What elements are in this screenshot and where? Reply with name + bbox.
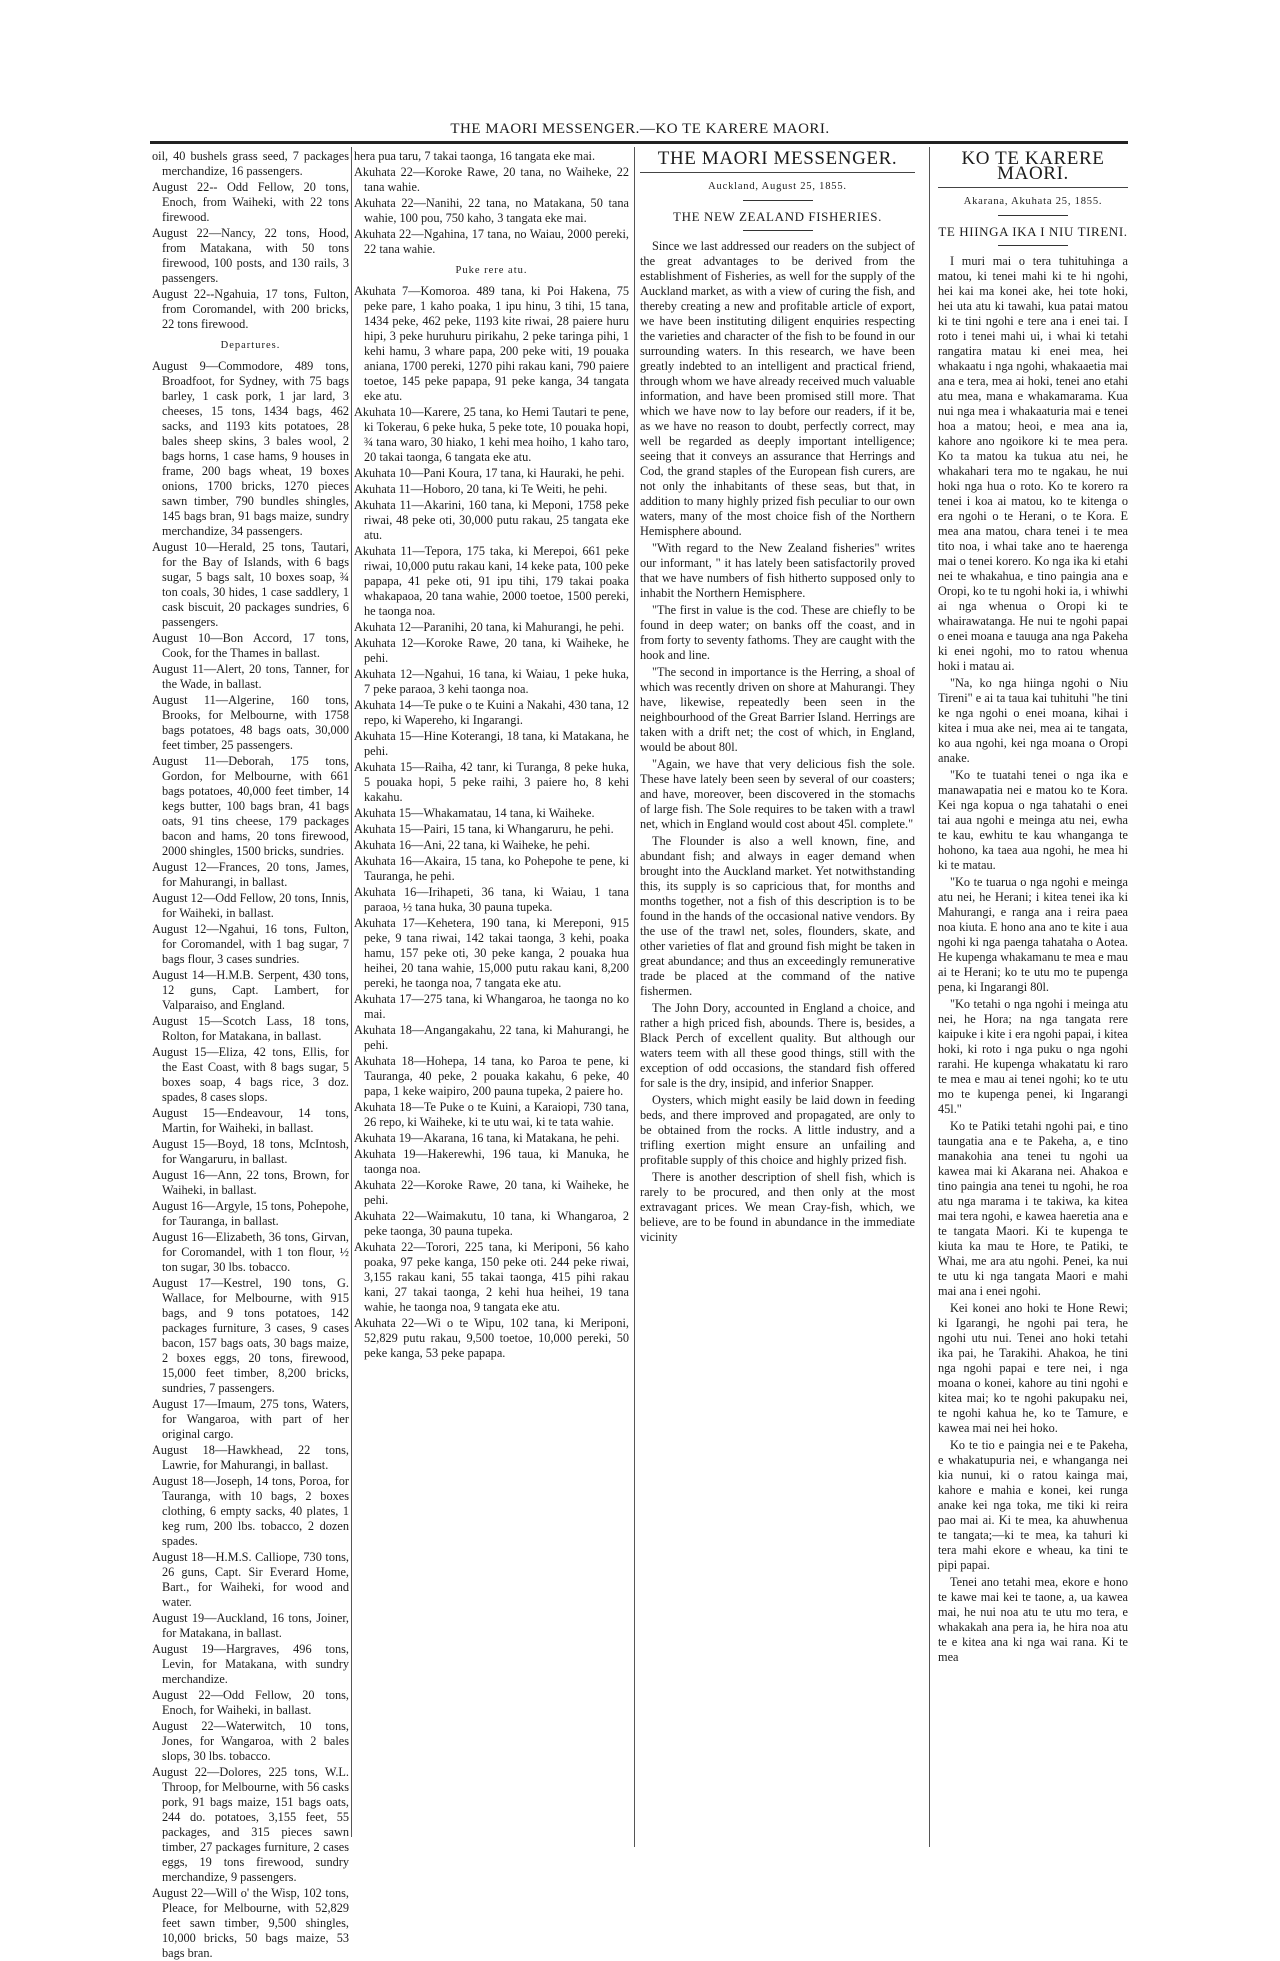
departures-heading: Departures. bbox=[220, 340, 281, 351]
shipping-entry: August 15—Scotch Lass, 18 tons, Rolton, for Matakana, in ballast. bbox=[152, 1014, 349, 1043]
article-paragraph: "Again, we have that very delicious fish the sole. These have lately been seen by several of our coasters; and have, moreover, been discovered in the stomachs of large fish. The Sole requires to be taken with a trawl net, which in England would cost about 45l. complete." bbox=[640, 757, 915, 831]
shipping-entry: Akuhata 16—Irihapeti, 36 tana, ki Waiau, 1 tana paraoa, ½ tana huka, 30 pauna tupeka. bbox=[354, 885, 629, 914]
shipping-entry: Akuhata 22—Torori, 225 tana, ki Meriponi, 56 kaho poaka, 97 peke kanga, 150 peke oti. 244 peke riwai, 3,155 rakau kani, 55 takai taonga, 415 pihi rakau kani, 27 takai taonga, 2 kehi hua heihei, 19 tana wahie, he taonga noa, 9 tangata eke atu. bbox=[354, 1240, 629, 1314]
article-paragraph: The John Dory, accounted in England a choice, and rather a high priced fish, abounds. There is, besides, a Black Perch of excellent quality. But although our waters teem with all these good things, still with the exception of odd occasions, the standard fish offered for sale is the dry, insipid, and inferior Snapper. bbox=[640, 1001, 915, 1090]
shipping-entry: Akuhata 22—Ngahina, 17 tana, no Waiau, 2000 pereki, 22 tana wahie. bbox=[354, 227, 629, 256]
column-divider-2 bbox=[634, 147, 635, 1847]
article-paragraph: The Flounder is also a well known, fine, and abundant fish; and always in eager demand when brought into the Auckland market. Yet notwithstanding this, its supply is so capricious that, for months and months together, not a fish of this description is to be found in the hands of the occasional native vendors. By the use of the trawl net, soles, flounders, skate, and other varieties of flat and ground fish might be taken in great abundance; and thus an exceedingly remunerative trade be placed at the command of the native fishermen. bbox=[640, 834, 915, 998]
shipping-entry: Akuhata 17—275 tana, ki Whangaroa, he taonga no ko mai. bbox=[354, 992, 629, 1021]
shipping-entry: Akuhata 19—Hakerewhi, 196 taua, ki Manuka, he taonga noa. bbox=[354, 1147, 629, 1176]
column-divider-1 bbox=[351, 147, 352, 1837]
shipping-entry: August 9—Commodore, 489 tons, Broadfoot, for Sydney, with 75 bags barley, 1 cask pork, 1 jar lard, 3 cheeses, 15 tons, 1434 bags, 462 sacks, and 1193 kits potatoes, 28 bales sheep skins, 3 bales wool, 2 bags horns, 1 case hams, 9 houses in frame, 200 bags wheat, 19 boxes onions, 1700 bricks, 1270 pieces sawn timber, 790 bundles shingles, 145 bags bran, 91 bags maize, sundry merchandize, 34 passengers. bbox=[152, 359, 349, 538]
article-paragraph: "Na, ko nga hiinga ngohi o Niu Tireni" e ai ta taua kai tuhituhi "he tini ke nga ngohi o enei moana, kihai i kitea i mua ake nei, mea ai te tangata, ko aua ngohi, kei nga moana o Oropi anake. bbox=[938, 676, 1128, 765]
shipping-entry: August 16—Ann, 22 tons, Brown, for Waiheki, in ballast. bbox=[152, 1168, 349, 1197]
shipping-entry: Akuhata 11—Akarini, 160 tana, ki Meponi, 1758 peke riwai, 48 peke oti, 30,000 putu rakau, 25 tangata eke atu. bbox=[354, 498, 629, 542]
shipping-entry: August 22—Waterwitch, 10 tons, Jones, for Wangaroa, with 2 bales slops, 30 lbs. tobacco. bbox=[152, 1719, 349, 1763]
article-paragraph: "Ko tetahi o nga ngohi i meinga atu nei, he Hora; na nga tangata rere kaipuke i kite i era ngohi papai, i kitea hoki, ki roto i nga puku o nga ngohi rarahi. He kupenga whakatatu ki raro te mea e mau ai tenei ngohi; ko te utu mo te kupenga penei, ki Ingarangi 45l." bbox=[938, 997, 1128, 1116]
article-rule-maori bbox=[998, 245, 1068, 246]
shipping-entry: hera pua taru, 7 takai taonga, 16 tangata eke mai. bbox=[354, 149, 596, 163]
shipping-entry: August 18—Joseph, 14 tons, Poroa, for Tauranga, with 10 bags, 2 boxes clothing, 6 empty sacks, 40 plates, 1 keg rum, 200 lbs. tobacco, 2 dozen spades. bbox=[152, 1474, 349, 1548]
paper-title: THE MAORI MESSENGER. bbox=[657, 148, 898, 169]
article-paragraph: Tenei ano tetahi mea, ekore e hono te kawe mai kei te taone, a, ua kawea mai, he nui noa atu te utu mo tera, e whakakah ana pera ia, he hira noa atu te e kitea ana ki nga wai rana. Ki te mea bbox=[938, 1575, 1128, 1664]
shipping-entry: Akuhata 16—Ani, 22 tana, ki Waiheke, he pehi. bbox=[354, 838, 591, 852]
shipping-entry: August 17—Imaum, 275 tons, Waters, for Wangaroa, with part of her original cargo. bbox=[152, 1397, 349, 1441]
shipping-entry: Akuhata 22—Waimakutu, 10 tana, ki Whangaroa, 2 peke taonga, 30 pauna tupeka. bbox=[354, 1209, 629, 1238]
shipping-entry: August 17—Kestrel, 190 tons, G. Wallace, for Melbourne, with 915 bags, and 9 tons potatoes, 142 packages furniture, 3 cases, 9 cases bacon, 157 bags oats, 30 bags maize, 2 boxes eggs, 20 tons, firewood, 15,000 feet timber, 8,200 bricks, sundries, 7 passengers. bbox=[152, 1276, 349, 1395]
column-divider-3 bbox=[929, 147, 930, 1847]
shipping-entry: August 18—Hawkhead, 22 tons, Lawrie, for Mahurangi, in ballast. bbox=[152, 1443, 349, 1472]
shipping-entry: August 18—H.M.S. Calliope, 730 tons, 26 guns, Capt. Sir Everard Home, Bart., for Waiheki, for wood and water. bbox=[152, 1550, 349, 1609]
shipping-entry: August 22—Nancy, 22 tons, Hood, from Matakana, with 50 tons firewood, 100 posts, and 130 rails, 3 passengers. bbox=[152, 226, 349, 285]
shipping-entry: Akuhata 11—Tepora, 175 taka, ki Merepoi, 661 peke riwai, 10,000 putu rakau kani, 14 keke pata, 100 peke papapa, 41 peke oti, 91 ipu tihi, 179 takai poaka whakapaoa, 20 tana wahie, 2000 toetoe, 1500 pereki, he taonga noa. bbox=[354, 544, 629, 618]
shipping-entry: August 15—Eliza, 42 tons, Ellis, for the East Coast, with 8 bags sugar, 5 boxes soap, 4 bags rice, 3 doz. spades, 8 cases slops. bbox=[152, 1045, 349, 1104]
shipping-entry: August 22--Ngahuia, 17 tons, Fulton, from Coromandel, with 200 bricks, 22 tons firewood. bbox=[152, 287, 349, 331]
title-rule bbox=[640, 172, 915, 173]
shipping-entry: August 19—Auckland, 16 tons, Joiner, for Matakana, in ballast. bbox=[152, 1611, 349, 1640]
article-paragraph: Ko te Patiki tetahi ngohi pai, e tino taungatia ana e te Pakeha, a, e tino manakohia ana tenei tu ngohi ua kawea mai ki Akarana nei. Ahakoa e tino paingia ana tenei tu ngohi, he roa atu nga marama i te takiwa, ka kitea mai tera ngohi, e kawea haeretia ana e te tangata Maori. Ki te kupenga te kiuta ka mau te Hore, te Patiki, te Whai, me ara atu ngohi. Penei, ka nui te utu ki nga tangata Maori e mahi mai ana i enei ngohi. bbox=[938, 1119, 1128, 1298]
arrivals-list-maori bbox=[354, 149, 629, 257]
issue-date-maori: Akarana, Akuhata 25, 1855. bbox=[963, 196, 1103, 207]
shipping-entry: August 11—Algerine, 160 tons, Brooks, for Melbourne, with 1758 bags potatoes, 48 bags oats, 30,000 feet timber, 25 passengers. bbox=[152, 693, 349, 752]
article-paragraph: There is another description of shell fish, which is rarely to be procured, and then only at the most extravagant prices. We mean Cray-fish, which, we believe, are to be found in abundance in the immediate vicinity bbox=[640, 1170, 915, 1244]
article-paragraph: "The first in value is the cod. These are chiefly to be found in deep water; on banks off the coast, and in from forty to seventy fathoms. They are caught with the hook and line. bbox=[640, 603, 916, 662]
shipping-entry: oil, 40 bushels grass seed, 7 packages merchandize, 16 passengers. bbox=[152, 149, 349, 178]
shipping-entry: Akuhata 7—Komoroa. 489 tana, ki Poi Hakena, 75 peke pare, 1 kaho poaka, 1 ipu hinu, 3 tihi, 15 tana, 1434 peke, 462 peke, 1193 kite riwai, 28 paiere huru hipi, 3 peke huruhuru pirikahu, 2 peke taringa pihi, 1 kehi hamu, 3 whare papa, 200 peke witi, 19 pouaka aniana, 1700 pereki, 1270 pihi rakau kani, 790 paiere toetoe, 145 peke papapa, 91 peke kanga, 34 tangata eke atu. bbox=[354, 284, 629, 403]
shipping-entry: August 12—Frances, 20 tons, James, for Mahurangi, in ballast. bbox=[152, 860, 349, 889]
title-rule-maori bbox=[938, 187, 1128, 188]
shipping-entry: Akuhata 15—Raiha, 42 tanr, ki Turanga, 8 peke huka, 5 pouaka hopi, 5 peke raihi, 3 paiere ho, 8 kehi kakahu. bbox=[354, 760, 629, 804]
departures-list-maori bbox=[354, 284, 629, 1361]
shipping-entry: August 16—Elizabeth, 36 tons, Girvan, for Coromandel, with 1 ton flour, ½ ton sugar, 30 lbs. tobacco. bbox=[152, 1230, 349, 1274]
article-paragraph: Kei konei ano hoki te Hone Rewi; ki Igarangi, he ngohi pai tera, he ngohi utu nui. Tenei ano hoki tetahi ika pai, he Tarakihi. Ahakoa, he tini nga ngohi papai e tere nei, i nga moana o konei, kahore au tini ngohi e kitea mai; ko te ngohi pakupaku nei, te ngohi kahua he, ko te Tamure, e kawea mai nei hei hoko. bbox=[938, 1301, 1128, 1435]
shipping-entry: August 12—Odd Fellow, 20 tons, Innis, for Waiheki, in ballast. bbox=[152, 891, 349, 920]
issue-date: Auckland, August 25, 1855. bbox=[708, 181, 847, 192]
shipping-entry: Akuhata 15—Pairi, 15 tana, ki Whangaruru, he pehi. bbox=[354, 822, 614, 836]
article-rule bbox=[743, 230, 813, 231]
departures-list bbox=[152, 359, 349, 1961]
shipping-entry: August 19—Hargraves, 496 tons, Levin, for Matakana, with sundry merchandize. bbox=[152, 1642, 349, 1686]
shipping-entry: Akuhata 11—Hoboro, 20 tana, ki Te Weiti, he pehi. bbox=[354, 482, 608, 496]
shipping-entry: Akuhata 22—Koroke Rawe, 20 tana, ki Waiheke, he pehi. bbox=[354, 1178, 629, 1207]
shipping-entry: Akuhata 12—Koroke Rawe, 20 tana, ki Waiheke, he pehi. bbox=[354, 636, 629, 665]
article-paragraph: "The second in importance is the Herring, a shoal of which was recently driven on shore at Mahurangi. They have, likewise, repeatedly been seen in the neighbourhood of the Great Barrier Island. Herrings are taken with a drift net; the cost of which, in England, would be about 80l. bbox=[640, 665, 915, 754]
shipping-entry: Akuhata 22—Wi o te Wipu, 102 tana, ki Meriponi, 52,829 putu rakau, 9,500 toetoe, 10,000 pereki, 50 peke kanga, 53 peke papapa. bbox=[354, 1316, 629, 1360]
article-title: THE NEW ZEALAND FISHERIES. bbox=[673, 209, 882, 224]
article-paragraph: "Ko te tuatahi tenei o nga ika e manawapatia nei e matou ko te Kora. Kei nga kopua o nga tahatahi o enei tai aua ngohi e meinga atu nei, ewha te kau, ewhitu te kau whanganga te hohono, ka taea aua ngohi, he mea hi ki te matau. bbox=[938, 768, 1128, 872]
article-title-maori: TE HIINGA IKA I NIU TIRENI. bbox=[938, 224, 1128, 239]
shipping-entry: August 22—Odd Fellow, 20 tons, Enoch, for Waiheki, in ballast. bbox=[152, 1688, 349, 1717]
shipping-entry: August 22—Dolores, 225 tons, W.L. Throop, for Melbourne, with 56 casks pork, 91 bags maize, 151 bags oats, 244 do. potatoes, 3,155 feet, 55 packages, and 315 pieces sawn timber, 27 packages furniture, 2 cases eggs, 19 tons firewood, sundry merchandize, 9 passengers. bbox=[152, 1765, 349, 1884]
shipping-entry: August 22-- Odd Fellow, 20 tons, Enoch, from Waiheki, with 22 tons firewood. bbox=[152, 180, 349, 224]
article-paragraph: Since we last addressed our readers on the subject of the great advantages to be derived from the establishment of Fisheries, as well for the supply of the Auckland market, as with a view of curing the fish, and thereby creating a new and profitable article of export, we have been instituting diligent enquiries respecting the varieties and character of the fish to be found in our surrounding waters. In this research, we have been greatly indebted to an intelligent and practical friend, through whom we have already received much valuable information, and have been promised still more. That which we have now to lay before our readers, if it be, as we have no reason to doubt, perfectly correct, may well be regarded as deeply important intelligence; seeing that it conveys an assurance that Herrings and Cod, the grand staples of the European fish curers, are not only the inhabitants of these seas, but that, in addition to many highly prized fish peculiar to our own waters, many of the most choice fish of the Northern Hemisphere abound. bbox=[640, 239, 915, 538]
article-column-english bbox=[640, 149, 915, 1849]
article-body-maori bbox=[938, 254, 1128, 1665]
shipping-entry: Akuhata 10—Karere, 25 tana, ko Hemi Tautari te pene, ki Tokerau, 6 peke huka, 5 peke tote, 10 pouaka hopi, ¾ tana waro, 30 hiako, 1 kehi mea hoiho, 1 kaho taro, 20 takai taonga, 6 tangata eke atu. bbox=[354, 405, 629, 464]
shipping-entry: Akuhata 17—Kehetera, 190 tana, ki Mereponi, 915 peke, 9 tana riwai, 142 takai taonga, 3 kehi, poaka hamu, 157 peke oti, 30 peke kanga, 2 pouaka hua heihei, 20 tana wahie, 15,000 putu rakau kani, 8,200 pereki, he taonga noa, 7 tangata eke atu. bbox=[354, 916, 629, 990]
arrivals-list bbox=[152, 149, 349, 332]
shipping-column-english bbox=[152, 149, 349, 1960]
shipping-entry: Akuhata 18—Angangakahu, 22 tana, ki Mahurangi, he pehi. bbox=[354, 1023, 629, 1052]
paper-title-maori: KO TE KARERE MAORI. bbox=[961, 148, 1105, 184]
shipping-entry: August 11—Alert, 20 tons, Tanner, for the Wade, in ballast. bbox=[152, 662, 349, 691]
date-rule-maori bbox=[998, 215, 1068, 216]
shipping-entry: August 10—Herald, 25 tons, Tautari, for the Bay of Islands, with 6 bags sugar, 5 bags salt, 10 boxes soap, ¾ ton coals, 30 hides, 1 case saddlery, 1 cask biscuit, 20 packages sundries, 6 passengers. bbox=[152, 540, 349, 629]
departures-heading-maori: Puke rere atu. bbox=[455, 265, 528, 276]
shipping-entry: August 10—Bon Accord, 17 tons, Cook, for the Thames in ballast. bbox=[152, 631, 349, 660]
date-rule bbox=[743, 200, 813, 201]
shipping-entry: August 16—Argyle, 15 tons, Pohepohe, for Tauranga, in ballast. bbox=[152, 1199, 349, 1228]
shipping-entry: Akuhata 22—Koroke Rawe, 20 tana, no Waiheke, 22 tana wahie. bbox=[354, 165, 629, 194]
shipping-entry: Akuhata 14—Te puke o te Kuini a Nakahi, 430 tana, 12 repo, ki Wapereho, ki Ingarangi. bbox=[354, 698, 629, 727]
shipping-entry: Akuhata 12—Ngahui, 16 tana, ki Waiau, 1 peke huka, 7 peke paraoa, 3 kehi taonga noa. bbox=[354, 667, 629, 696]
shipping-entry: Akuhata 15—Whakamatau, 14 tana, ki Waiheke. bbox=[354, 806, 595, 820]
shipping-entry: Akuhata 15—Hine Koterangi, 18 tana, ki Matakana, he pehi. bbox=[354, 729, 629, 758]
shipping-entry: August 15—Endeavour, 14 tons, Martin, for Waiheki, in ballast. bbox=[152, 1106, 349, 1135]
article-paragraph: I muri mai o tera tuhituhinga a matou, ki tenei mahi ki te hi ngohi, hei kai ma konei ake, hei tote hoki, hei uta atu ki tawahi, kua patai matou ki te tini ngohi e tere ana i enei tai. I roto i tenei mahi ui, i whai ki tetahi rangatira matau ki enei mea, hei whakaatu i nga ngohi, whakaaetia mai ana e tera, mea ai hoki, tenei ano etahi atu mea, mana e whakamarama. Kua nui nga mea i whakaaturia mai e tenei hoa a matou; heoi, e mea ana ia, kahore ano ngoikore ki te mea pera. Ko ta matou ka tukua atu nei, he whakahari tera mo te ngakau, he nui hoki nga hua o roto. Ko te korero ra tenei i koa ai matou, ko te kitenga o era ngohi o te Herani, o te Kora. E mea ana matou, chara tenei i te mea tito noa, i whai take ano te haerenga mai o tenei korero. Ko nga ika ki etahi nei te whakahua, e tino paingia ana e Oropi, ko te tu ngohi hoki ia, i whiwhi ai nga whenua o Oropi ki te whairawatanga. He nui te ngohi papai o enei moana e tauuga ana nga Pakeha ki enei ngohi, mo to ratou whenua hoki i matau ai. bbox=[938, 254, 1128, 673]
article-paragraph: Oysters, which might easily be laid down in feeding beds, and there improved and propagated, are only to be obtained from the rocks. A little industry, and a trifling exertion might ensure an unfailing and profitable supply of this choice and highly prized fish. bbox=[640, 1093, 915, 1167]
shipping-entry: Akuhata 16—Akaira, 15 tana, ko Pohepohe te pene, ki Tauranga, he pehi. bbox=[354, 854, 629, 883]
shipping-entry: August 22—Will o' the Wisp, 102 tons, Pleace, for Melbourne, with 52,829 feet sawn timber, 9,500 shingles, 10,000 bricks, 50 bags maize, 53 bags bran. bbox=[152, 1886, 349, 1960]
shipping-entry: August 14—H.M.B. Serpent, 430 tons, 12 guns, Capt. Lambert, for Valparaiso, and England. bbox=[152, 968, 349, 1012]
shipping-entry: Akuhata 22—Nanihi, 22 tana, no Matakana, 50 tana wahie, 100 pou, 750 kaho, 3 tangata eke mai. bbox=[354, 196, 629, 225]
running-head: THE MAORI MESSENGER.—KO TE KARERE MAORI. bbox=[450, 121, 830, 137]
shipping-entry: Akuhata 10—Pani Koura, 17 tana, ki Hauraki, he pehi. bbox=[354, 466, 625, 480]
article-paragraph: "Ko te tuarua o nga ngohi e meinga atu nei, he Herani; i kitea tenei ika ki Mahurangi, e ranga ana i reira paea noa kiuta. E hono ana ano te kite i aua ngohi ki nga paenga tahataha o Aotea. He kupenga whakamanu te mea e mau ai te Herani; ko te utu mo te pupenga pena, ki Ingarangi 80l. bbox=[938, 875, 1128, 994]
article-column-maori bbox=[938, 149, 1128, 1849]
shipping-entry: Akuhata 18—Te Puke o te Kuini, a Karaiopi, 730 tana, 26 repo, ki Waiheke, ki te utu wai, ki te tata wahie. bbox=[354, 1100, 629, 1129]
shipping-entry: Akuhata 12—Paranihi, 20 tana, ki Mahurangi, he pehi. bbox=[354, 620, 625, 634]
shipping-column-maori bbox=[354, 149, 629, 1839]
shipping-entry: August 15—Boyd, 18 tons, McIntosh, for Wangaruru, in ballast. bbox=[152, 1137, 349, 1166]
shipping-entry: Akuhata 19—Akarana, 16 tana, ki Matakana, he pehi. bbox=[354, 1131, 620, 1145]
shipping-entry: August 12—Ngahui, 16 tons, Fulton, for Coromandel, with 1 bag sugar, 7 bags flour, 3 cases sundries. bbox=[152, 922, 349, 966]
shipping-entry: August 11—Deborah, 175 tons, Gordon, for Melbourne, with 661 bags potatoes, 40,000 feet timber, 14 kegs butter, 100 bags bran, 41 bags oats, 91 tins cheese, 179 packages bacon and hams, 20 tons firewood, 2000 shingles, 1500 bricks, sundries. bbox=[152, 754, 349, 858]
head-rule bbox=[150, 141, 1128, 144]
article-paragraph: Ko te tio e paingia nei e te Pakeha, e whakatupuria nei, e whanganga nei kia nunui, ki o ratou kainga mai, kahore e mahia e konei, kei runga anake kei nga toka, me tiki ki reira pao mai ai. Ki te mea, ka ahuwhenua te tangata;—ki te mea, ka tahuri ki tera mahi ekore e wheau, ka tini te pipi papai. bbox=[938, 1438, 1128, 1572]
shipping-entry: Akuhata 18—Hohepa, 14 tana, ko Paroa te pene, ki Tauranga, 40 peke, 2 pouaka kakahu, 6 peke, 40 papa, 1 keke waipiro, 200 pauna tupeka, 2 paiere ho. bbox=[354, 1054, 629, 1098]
article-paragraph: "With regard to the New Zealand fisheries" writes our informant, " it has lately been satisfactorily proved that we have numbers of fish hitherto supposed only to inhabit the Northern Hemisphere. bbox=[640, 541, 915, 600]
article-body bbox=[640, 239, 915, 1245]
